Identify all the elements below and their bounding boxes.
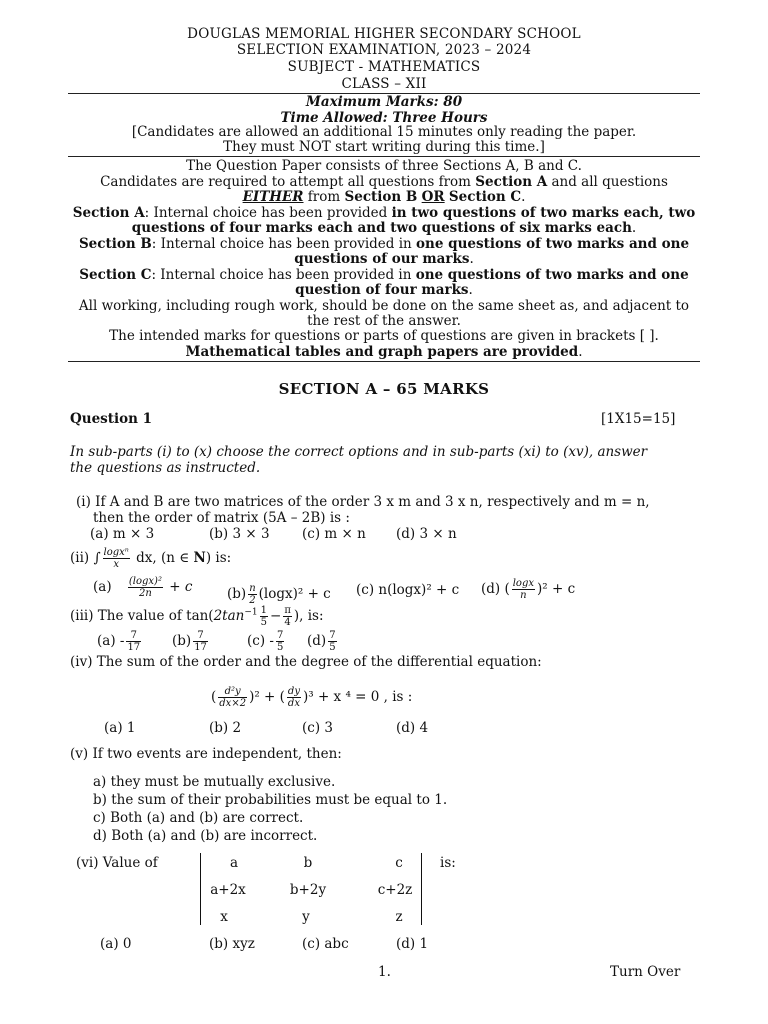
instr-bold: questions of four marks each and two questions of six marks each	[131, 220, 632, 236]
instr-section-b-label: Section B	[78, 236, 152, 252]
instr-line-7: questions of our marks.	[294, 251, 474, 267]
q-i-option-b: (b) 3 × 3	[209, 526, 270, 542]
q1-intro-1: In sub-parts (i) to (x) choose the correct options and in sub-parts (xi) to (xv), answer	[70, 444, 648, 460]
instr-section-a: Section A	[475, 174, 548, 190]
q-ii-integrand-num: logxⁿ	[103, 547, 129, 558]
det-cell: y	[302, 909, 310, 925]
q-iv-option-c: (c) 3	[302, 720, 333, 736]
q-v-option-d: d) Both (a) and (b) are incorrect.	[93, 828, 318, 844]
q-vi-is: is:	[440, 855, 456, 871]
q-iii-d-den: 5	[329, 642, 336, 653]
instr-bold: Mathematical tables and graph papers are provided	[185, 344, 579, 360]
q-iii-end: ), is:	[293, 608, 324, 624]
q-iv-d1: dx×2	[219, 698, 247, 709]
q-iv-n2: dy	[287, 686, 300, 697]
instr-line-11: the rest of the answer.	[307, 313, 461, 329]
q-v-option-b: b) the sum of their probabilities must be equal to 1.	[93, 792, 448, 808]
q-ii-b-label: (b)	[227, 586, 247, 602]
instr-bold: in two questions of two marks each, two	[391, 205, 696, 221]
q-iii-option-d	[307, 630, 339, 653]
q-ii-d-den: n	[520, 590, 527, 601]
det-cell: b+2y	[289, 882, 327, 898]
q-iii-option-b	[172, 630, 210, 653]
instr-bold: questions of our marks	[294, 251, 470, 267]
instr-text: from	[303, 189, 345, 205]
instr-section-c-label: Section C	[79, 267, 152, 283]
q1-intro-2: the questions as instructed.	[70, 460, 261, 476]
q-iii-f2-num: π	[284, 605, 291, 616]
q-iv-end: )³ + x ⁴ = 0 , is :	[302, 689, 413, 705]
q-iii-f1-num: 1	[260, 605, 267, 616]
q-ii-a-label: (a)	[93, 579, 112, 595]
question-1-label: Question 1	[70, 411, 153, 427]
instr-either: EITHER	[242, 189, 304, 205]
instr-line-13: Mathematical tables and graph papers are provided.	[185, 344, 583, 360]
question-1-marks: [1X15=15]	[601, 411, 676, 427]
q-iii-tan: 2tan	[213, 608, 245, 624]
q-iii-text: (iii) The value of tan(	[70, 608, 214, 624]
q-ii-option-d	[481, 578, 575, 601]
q-iv-option-b: (b) 2	[209, 720, 242, 736]
q-iii-stem	[70, 605, 324, 628]
q-iv-mid: )² + (	[249, 689, 285, 705]
divider-bottom	[68, 361, 700, 362]
q-iii-a-label: (a) -	[97, 633, 125, 649]
instr-text: : Internal choice has been provided in	[151, 267, 416, 283]
q-vi-option-a: (a) 0	[100, 936, 132, 952]
q-iii-d-label: (d)	[307, 633, 327, 649]
q-iii-a-den: 17	[127, 642, 141, 653]
q-vi-option-b: (b) xyz	[209, 936, 255, 952]
subject-title: SUBJECT - MATHEMATICS	[287, 59, 481, 75]
q-i-option-d: (d) 3 × n	[396, 526, 457, 542]
instr-text: : Internal choice has been provided in	[151, 236, 417, 252]
page-number: 1.	[378, 964, 391, 980]
q-vi-label: (vi) Value of	[76, 855, 158, 871]
det-cell: b	[303, 855, 313, 871]
q-ii-integrand-den: x	[113, 559, 119, 570]
section-a-title: SECTION A – 65 MARKS	[278, 380, 490, 398]
instr-line-10: All working, including rough work, should be done on the same sheet as, and adjacent to	[78, 298, 690, 314]
q-iii-option-a	[97, 630, 143, 653]
q-ii-d-num: logx	[512, 578, 534, 589]
instr-line-3: EITHER from Section B OR Section C.	[242, 189, 526, 205]
determinant	[200, 853, 422, 925]
reading-note-1: [Candidates are allowed an additional 15 minutes only reading the paper.	[131, 124, 637, 140]
instr-bold: one questions of two marks and one	[416, 236, 690, 252]
q-ii-d-label: (d) (	[481, 581, 510, 597]
instr-text: Candidates are required to attempt all questions from	[100, 174, 476, 190]
q-iv-paren: (	[211, 689, 217, 705]
instr-line-12: The intended marks for questions or parts of questions are given in brackets [ ].	[109, 328, 659, 344]
q-v-stem: (v) If two events are independent, then:	[70, 746, 342, 762]
q-ii-option-a	[93, 576, 192, 599]
det-cell: a+2x	[210, 882, 246, 898]
det-cell: x	[220, 909, 228, 925]
instr-line-5: questions of four marks each and two questions of six marks each.	[131, 220, 637, 236]
q-iii-a-num: 7	[126, 630, 141, 642]
instr-section-b: Section B	[344, 189, 418, 205]
reading-note-2: They must NOT start writing during this time.]	[223, 139, 545, 155]
max-marks: Maximum Marks: 80	[305, 94, 463, 110]
q-ii-b-num: n	[249, 583, 256, 594]
q-ii-stem	[70, 547, 231, 570]
q-ii-option-c: (c) n(logx)² + c	[356, 582, 460, 598]
instr-text: and all questions	[547, 174, 668, 190]
q-ii-end: ) is:	[205, 550, 232, 566]
q-ii-a-num: (logx)²	[128, 576, 162, 587]
q-vi-option-d: (d) 1	[396, 936, 429, 952]
q-ii-label: (ii) ∫	[70, 550, 101, 566]
class-title: CLASS – XII	[341, 76, 427, 92]
q-iii-option-c	[247, 630, 286, 653]
q-ii-d-tail: )² + c	[537, 581, 576, 597]
q-i-line-2: then the order of matrix (5A – 2B) is :	[93, 510, 350, 526]
q-ii-a-den: 2n	[139, 588, 152, 599]
time-allowed: Time Allowed: Three Hours	[280, 110, 488, 126]
q-i-line-1: (i) If A and B are two matrices of the order 3 x m and 3 x n, respectively and m = n,	[76, 494, 650, 510]
instr-line-1: The Question Paper consists of three Sections A, B and C.	[186, 158, 582, 174]
q-iii-c-den: 5	[276, 642, 284, 653]
instr-section-a-label: Section A	[72, 205, 145, 221]
q-iv-stem: (iv) The sum of the order and the degree of the differential equation:	[70, 654, 542, 670]
instr-bold: one questions of two marks and one	[415, 267, 689, 283]
instr-section-c: Section C	[448, 189, 522, 205]
det-cell: c	[395, 855, 403, 871]
q-ii-option-b	[227, 583, 331, 606]
instr-text: : Internal choice has been provided	[144, 205, 392, 221]
q-ii-naturals: N	[193, 550, 206, 566]
q-iii-f2-den: 4	[284, 617, 291, 628]
det-cell: z	[395, 909, 403, 925]
q-iv-option-d: (d) 4	[396, 720, 429, 736]
q-v-option-c: c) Both (a) and (b) are correct.	[93, 810, 304, 826]
q-i-option-c: (c) m × n	[302, 526, 366, 542]
instr-line-9: question of four marks.	[295, 282, 473, 298]
q-iii-c-label: (c) -	[247, 633, 274, 649]
instr-or: OR	[421, 189, 445, 205]
q-ii-b-tail: (logx)² + c	[258, 586, 331, 602]
q-vi-option-c: (c) abc	[302, 936, 349, 952]
school-name: DOUGLAS MEMORIAL HIGHER SECONDARY SCHOOL	[187, 26, 581, 42]
q-iii-b-den: 17	[194, 642, 207, 653]
q-ii-b-den: 2	[249, 595, 256, 606]
exam-title: SELECTION EXAMINATION, 2023 – 2024	[236, 42, 532, 58]
q-iv-n1: d²y	[218, 686, 247, 698]
q-iii-minus: −	[270, 608, 282, 624]
turn-over: Turn Over	[610, 964, 681, 980]
q-iii-inverse: −1	[244, 607, 258, 618]
instr-bold: question of four marks	[295, 282, 469, 298]
q-ii-a-tail: + c	[169, 579, 193, 595]
q-iv-d2: dx	[287, 698, 300, 709]
q-iii-b-label: (b)	[172, 633, 192, 649]
divider-middle	[68, 156, 700, 157]
q-iii-f1-den: 5	[260, 617, 267, 628]
q-iii-b-num: 7	[193, 630, 208, 642]
q-ii-rest: dx, (n ∈	[131, 550, 194, 566]
det-cell: c+2z	[377, 882, 413, 898]
q-iv-option-a: (a) 1	[104, 720, 136, 736]
q-iv-equation	[211, 686, 412, 709]
q-v-option-a: a) they must be mutually exclusive.	[93, 774, 336, 790]
q-iii-c-num: 7	[276, 630, 284, 641]
q-i-option-a: (a) m × 3	[90, 526, 155, 542]
det-cell: a	[229, 855, 239, 871]
q-iii-d-num: 7	[329, 630, 336, 641]
